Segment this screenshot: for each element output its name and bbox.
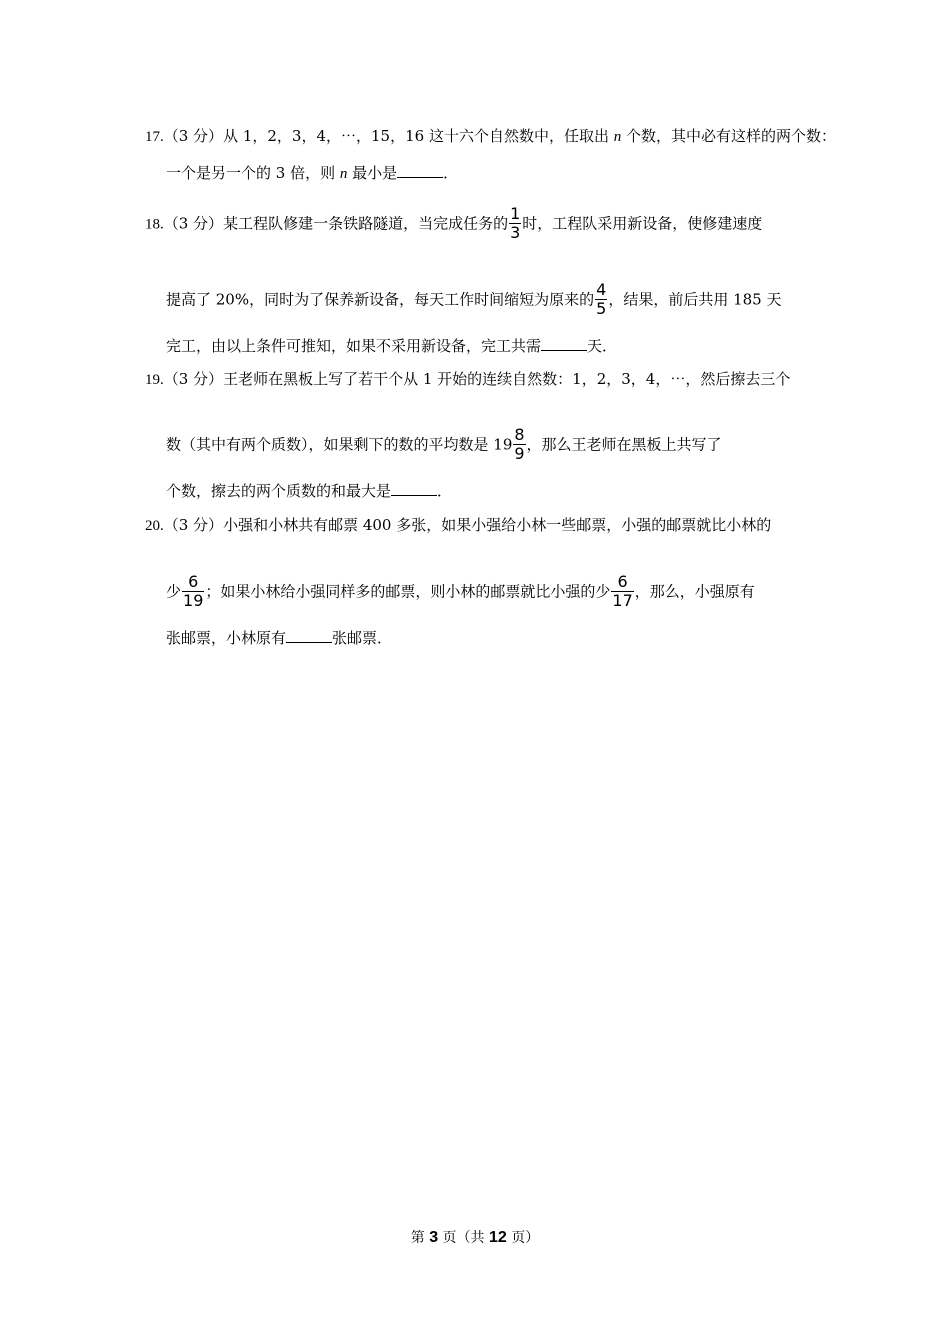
answer-blank[interactable] — [541, 336, 587, 351]
question-number: 17. — [145, 129, 164, 145]
answer-blank[interactable] — [286, 628, 332, 643]
question-text: 提高了 20%，同时为了保养新设备，每天工作时间缩短为原来的 — [166, 290, 595, 309]
q20-line2 — [166, 572, 755, 610]
question-number: 18. — [145, 216, 164, 233]
fraction-four-fifths — [595, 281, 607, 318]
footer-suffix: 页） — [506, 1230, 540, 1246]
q19-line2 — [166, 425, 722, 463]
fraction-six-seventeenths — [611, 573, 633, 610]
answer-blank[interactable] — [391, 481, 437, 496]
question-score: （3 分） — [163, 214, 224, 233]
question-text: 从 1，2，3，4，⋯，15，16 这十六个自然数中，任取出 — [223, 127, 614, 145]
fraction-denominator: 17 — [612, 591, 633, 610]
question-score: （3 分） — [163, 516, 224, 534]
variable-n: n — [613, 129, 622, 145]
q20-line3 — [166, 628, 392, 648]
q18-line3 — [166, 336, 617, 356]
question-text: ，那么，小强原有 — [634, 582, 755, 601]
question-text: ，那么王老师在黑板上共写了 — [526, 435, 722, 454]
question-number: 20. — [145, 518, 164, 534]
page-footer — [0, 1228, 950, 1248]
fraction-numerator: 6 — [611, 573, 633, 592]
fraction-denominator: 5 — [596, 299, 607, 318]
question-text: 天． — [587, 337, 618, 355]
q17-line1 — [145, 126, 836, 146]
question-text: 一个是另一个的 3 倍，则 — [166, 164, 340, 182]
question-score: （3 分） — [163, 127, 224, 145]
question-text: ． — [443, 164, 459, 182]
q19-line1 — [145, 369, 790, 389]
question-text: ． — [437, 482, 453, 500]
fraction-numerator: 4 — [596, 280, 607, 299]
page-number: 3 — [429, 1229, 439, 1246]
question-text: 数（其中有两个质数），如果剩下的数的平均数是 19 — [166, 435, 513, 454]
fraction-eight-ninths — [513, 426, 525, 463]
fraction-denominator: 9 — [514, 444, 525, 463]
variable-n: n — [339, 166, 348, 182]
total-pages: 12 — [489, 1229, 507, 1246]
fraction-denominator: 3 — [510, 223, 521, 242]
footer-middle: 页（共 — [438, 1230, 489, 1246]
fraction-one-third — [509, 205, 521, 242]
q18-line2 — [166, 280, 782, 318]
fraction-denominator: 19 — [183, 591, 204, 610]
question-score: （3 分） — [163, 370, 224, 388]
question-text: 小强和小林共有邮票 400 多张，如果小强给小林一些邮票，小强的邮票就比小林的 — [223, 516, 772, 534]
question-number: 19. — [145, 372, 164, 388]
question-text: 张邮票． — [332, 629, 393, 647]
question-text: 时，工程队采用新设备，使修建速度 — [522, 214, 763, 233]
question-text: 个数，其中必有这样的两个数： — [621, 127, 836, 145]
answer-blank[interactable] — [397, 163, 443, 178]
question-text: ；如果小林给小强同样多的邮票，则小林的邮票就比小强的少 — [205, 582, 611, 601]
q18-line1 — [145, 204, 763, 242]
fraction-numerator: 8 — [514, 425, 525, 444]
question-text: 个数，擦去的两个质数的和最大是 — [166, 482, 392, 500]
question-text: 完工，由以上条件可推知，如果不采用新设备，完工共需 — [166, 337, 542, 355]
fraction-numerator: 6 — [182, 573, 204, 592]
question-text: 张邮票，小林原有 — [166, 629, 287, 647]
fraction-numerator: 1 — [510, 204, 521, 223]
q19-line3 — [166, 481, 452, 501]
question-text: 某工程队修建一条铁路隧道，当完成任务的 — [223, 214, 509, 233]
question-text: 王老师在黑板上写了若干个从 1 开始的连续自然数：1，2，3，4，⋯，然后擦去三个 — [223, 370, 791, 388]
question-text: 少 — [166, 582, 182, 601]
fraction-six-nineteenths — [182, 573, 204, 610]
footer-prefix: 第 — [410, 1230, 430, 1246]
question-text: ，结果，前后共用 185 天 — [608, 290, 782, 309]
q17-line2 — [166, 163, 458, 183]
q20-line1 — [145, 515, 771, 535]
question-text: 最小是 — [347, 164, 398, 182]
